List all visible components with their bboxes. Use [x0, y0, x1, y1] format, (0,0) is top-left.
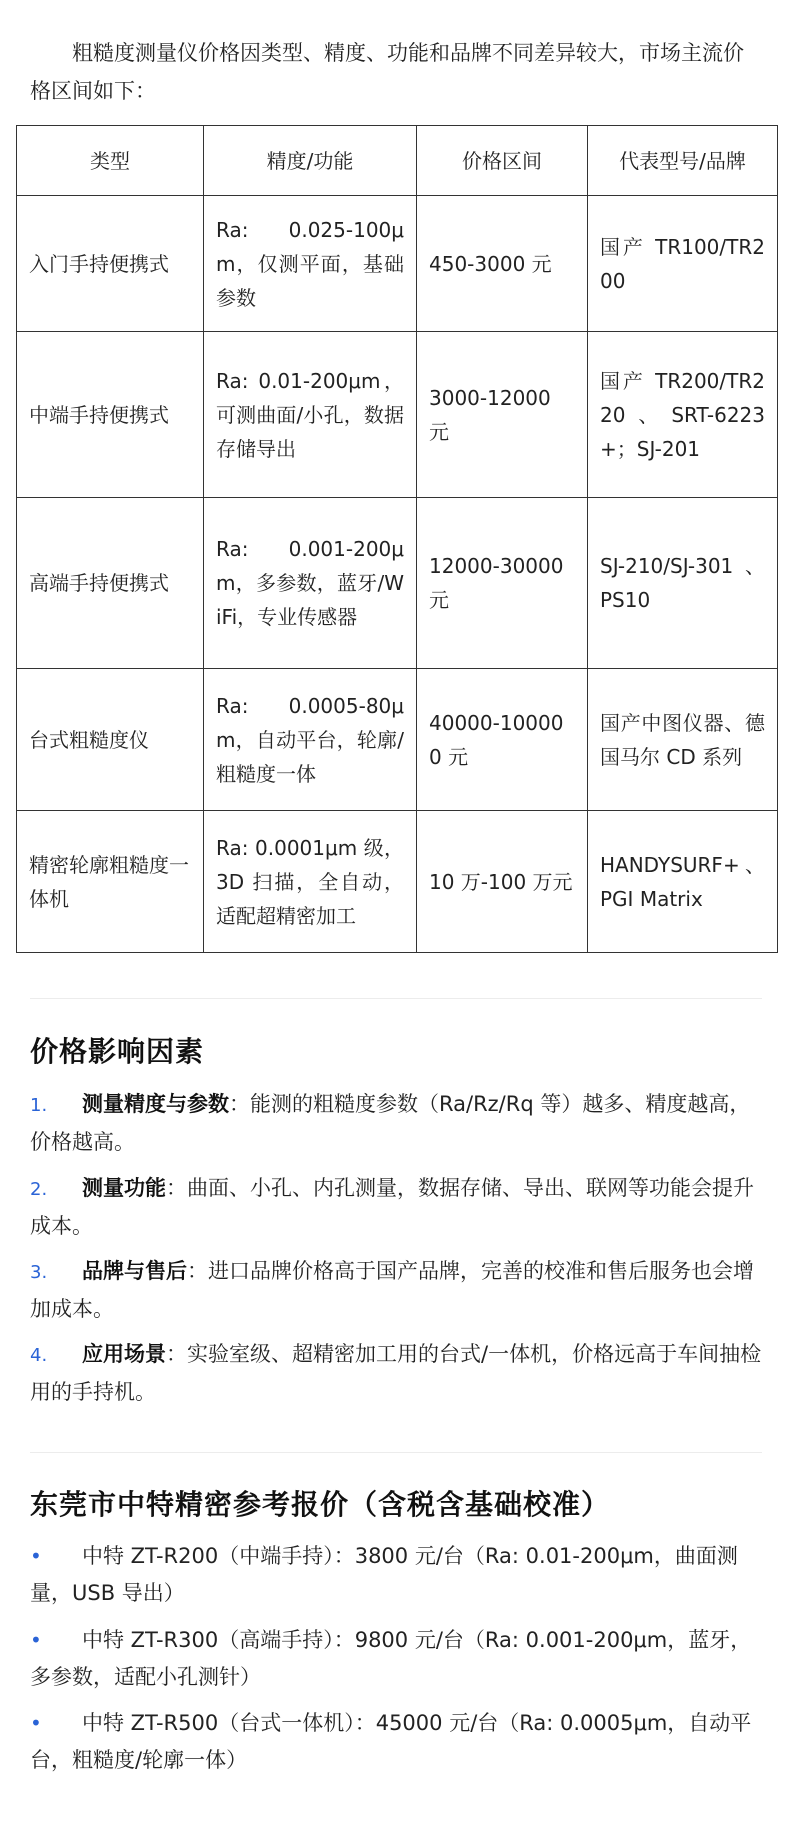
table-row: [17, 196, 778, 332]
list-item-text: ：曲面、小孔、内孔测量，数据存储、导出、联网等功能会提升成本。: [30, 1176, 754, 1238]
list-item-term: 测量精度与参数: [82, 1092, 229, 1116]
bullet-icon: •: [30, 1544, 42, 1568]
list-item-text: ：能测的粗糙度参数（Ra/Rz/Rq 等）越多、精度越高，价格越高。: [30, 1092, 751, 1154]
bullet-icon: •: [30, 1628, 42, 1652]
list-item-text: ：实验室级、超精密加工用的台式/一体机，价格远高于车间抽检用的手持机。: [30, 1342, 762, 1404]
cell-type: 台式粗糙度仪: [17, 669, 204, 811]
list-item: [30, 1086, 765, 1161]
cell-price: 12000-30000 元: [417, 498, 588, 669]
intro-paragraph: 粗糙度测量仪价格因类型、精度、功能和品牌不同差异较大，市场主流价格区间如下：: [30, 41, 744, 103]
list-item: [30, 1336, 765, 1411]
list-item: [30, 1705, 765, 1779]
list-item-term: 测量功能: [82, 1176, 166, 1200]
list-item-term: 应用场景: [82, 1342, 166, 1366]
table-row: [17, 332, 778, 498]
cell-model: 国产 TR200/TR220、SRT-6223+；SJ-201: [588, 332, 778, 498]
list-item-text: ：进口品牌价格高于国产品牌，完善的校准和售后服务也会增加成本。: [30, 1259, 754, 1321]
cell-price: 10 万-100 万元: [417, 811, 588, 953]
cell-model: SJ-210/SJ-301、PS10: [588, 498, 778, 669]
cell-model: 国产中图仪器、德国马尔 CD 系列: [588, 669, 778, 811]
quotes-heading: 东莞市中特精密参考报价（含税含基础校准）: [30, 1488, 611, 1521]
cell-price: 3000-12000 元: [417, 332, 588, 498]
list-number: 3.: [30, 1262, 48, 1283]
section-divider: [30, 1452, 762, 1453]
cell-price: 40000-100000 元: [417, 669, 588, 811]
header-precision: 精度/功能: [204, 126, 417, 196]
section-divider: [30, 998, 762, 999]
list-item-term: 品牌与售后: [82, 1259, 187, 1283]
list-item: [30, 1622, 765, 1696]
cell-type: 中端手持便携式: [17, 332, 204, 498]
cell-type: 高端手持便携式: [17, 498, 204, 669]
cell-precision: Ra: 0.0001μm 级，3D 扫描，全自动，适配超精密加工: [204, 811, 417, 953]
cell-precision: Ra: 0.01-200μm，可测曲面/小孔，数据存储导出: [204, 332, 417, 498]
header-model: 代表型号/品牌: [588, 126, 778, 196]
table-row: [17, 669, 778, 811]
table-row: [17, 498, 778, 669]
list-item-text: 中特 ZT-R300（高端手持）：9800 元/台（Ra: 0.001-200μm，蓝牙，多参数，适配小孔测针）: [30, 1628, 752, 1689]
cell-model: 国产 TR100/TR200: [588, 196, 778, 332]
cell-precision: Ra: 0.001-200μm，多参数，蓝牙/WiFi，专业传感器: [204, 498, 417, 669]
list-number: 2.: [30, 1179, 48, 1200]
cell-precision: Ra: 0.025-100μm，仅测平面，基础参数: [204, 196, 417, 332]
cell-price: 450-3000 元: [417, 196, 588, 332]
cell-type: 入门手持便携式: [17, 196, 204, 332]
cell-model: HANDYSURF+、PGI Matrix: [588, 811, 778, 953]
list-item: [30, 1253, 765, 1328]
table-row: [17, 811, 778, 953]
list-item-text: 中特 ZT-R200（中端手持）：3800 元/台（Ra: 0.01-200μm，曲面测量，USB 导出）: [30, 1544, 738, 1605]
price-table: [16, 125, 778, 953]
list-item: [30, 1170, 765, 1245]
cell-type: 精密轮廓粗糙度一体机: [17, 811, 204, 953]
table-header-row: [17, 126, 778, 196]
bullet-icon: •: [30, 1711, 42, 1735]
cell-precision: Ra: 0.0005-80μm，自动平台，轮廓/粗糙度一体: [204, 669, 417, 811]
factors-heading: 价格影响因素: [30, 1035, 205, 1068]
list-item-text: 中特 ZT-R500（台式一体机）：45000 元/台（Ra: 0.0005μm，自动平台，粗糙度/轮廓一体）: [30, 1711, 752, 1772]
list-number: 1.: [30, 1095, 48, 1116]
header-type: 类型: [17, 126, 204, 196]
list-item: [30, 1538, 765, 1612]
header-price: 价格区间: [417, 126, 588, 196]
list-number: 4.: [30, 1345, 48, 1366]
